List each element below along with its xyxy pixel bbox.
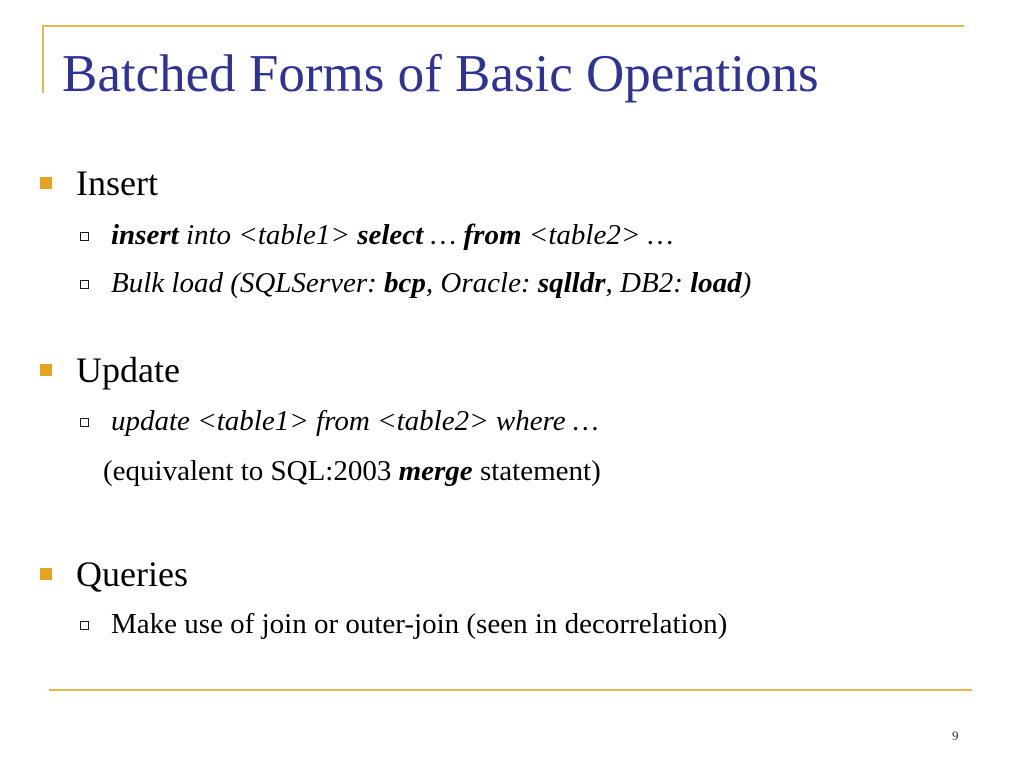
text-close-paren: ): [741, 267, 752, 299]
text-gt2: > …: [620, 219, 674, 251]
keyword-insert: insert: [111, 219, 179, 251]
text-ellipsis1: …: [423, 219, 464, 251]
keyword-bcp: bcp: [384, 267, 426, 299]
hollow-square-bullet-icon: [80, 621, 89, 630]
keyword-from: from: [463, 219, 522, 251]
bullet-insert-label: Insert: [76, 163, 158, 203]
frame-top-line: [42, 25, 964, 27]
hollow-square-bullet-icon: [80, 280, 89, 289]
keyword-sqlldr: sqlldr: [537, 267, 606, 299]
text-into: into <: [178, 219, 258, 251]
square-bullet-icon: [40, 364, 52, 376]
text-db2: , DB2:: [605, 267, 691, 299]
hollow-square-bullet-icon: [80, 418, 89, 427]
footer-divider: [49, 689, 972, 691]
text-table1: table1: [257, 219, 331, 251]
text-table2: table2: [548, 219, 621, 251]
subbullet-insert-select-text: [111, 218, 673, 252]
text-oracle: , Oracle:: [425, 267, 538, 299]
update-continuation: [103, 454, 601, 488]
subbullet-update-from-text: update <table1> from <table2> where …: [111, 405, 599, 437]
bullet-queries-label: Queries: [76, 554, 188, 594]
text-gt1: >: [330, 219, 358, 251]
text-equivalent-prefix: (equivalent to SQL:2003: [103, 455, 399, 487]
subbullet-join-text: Make use of join or outer-join (seen in decorrelation): [111, 608, 728, 640]
text-statement-suffix: statement): [472, 455, 601, 487]
page-number: 9: [952, 728, 959, 743]
keyword-load: load: [690, 267, 742, 299]
keyword-select: select: [357, 219, 424, 251]
text-bulk-prefix: Bulk load (SQLServer:: [111, 267, 385, 299]
bullet-update-label: Update: [76, 350, 180, 390]
slide-title: Batched Forms of Basic Operations: [62, 45, 819, 103]
frame-left-line: [42, 25, 44, 93]
square-bullet-icon: [40, 568, 52, 580]
hollow-square-bullet-icon: [80, 232, 89, 241]
text-lt2: <: [521, 219, 549, 251]
subbullet-bulk-load-text: [111, 266, 751, 300]
square-bullet-icon: [40, 177, 52, 189]
keyword-merge: merge: [398, 455, 473, 487]
